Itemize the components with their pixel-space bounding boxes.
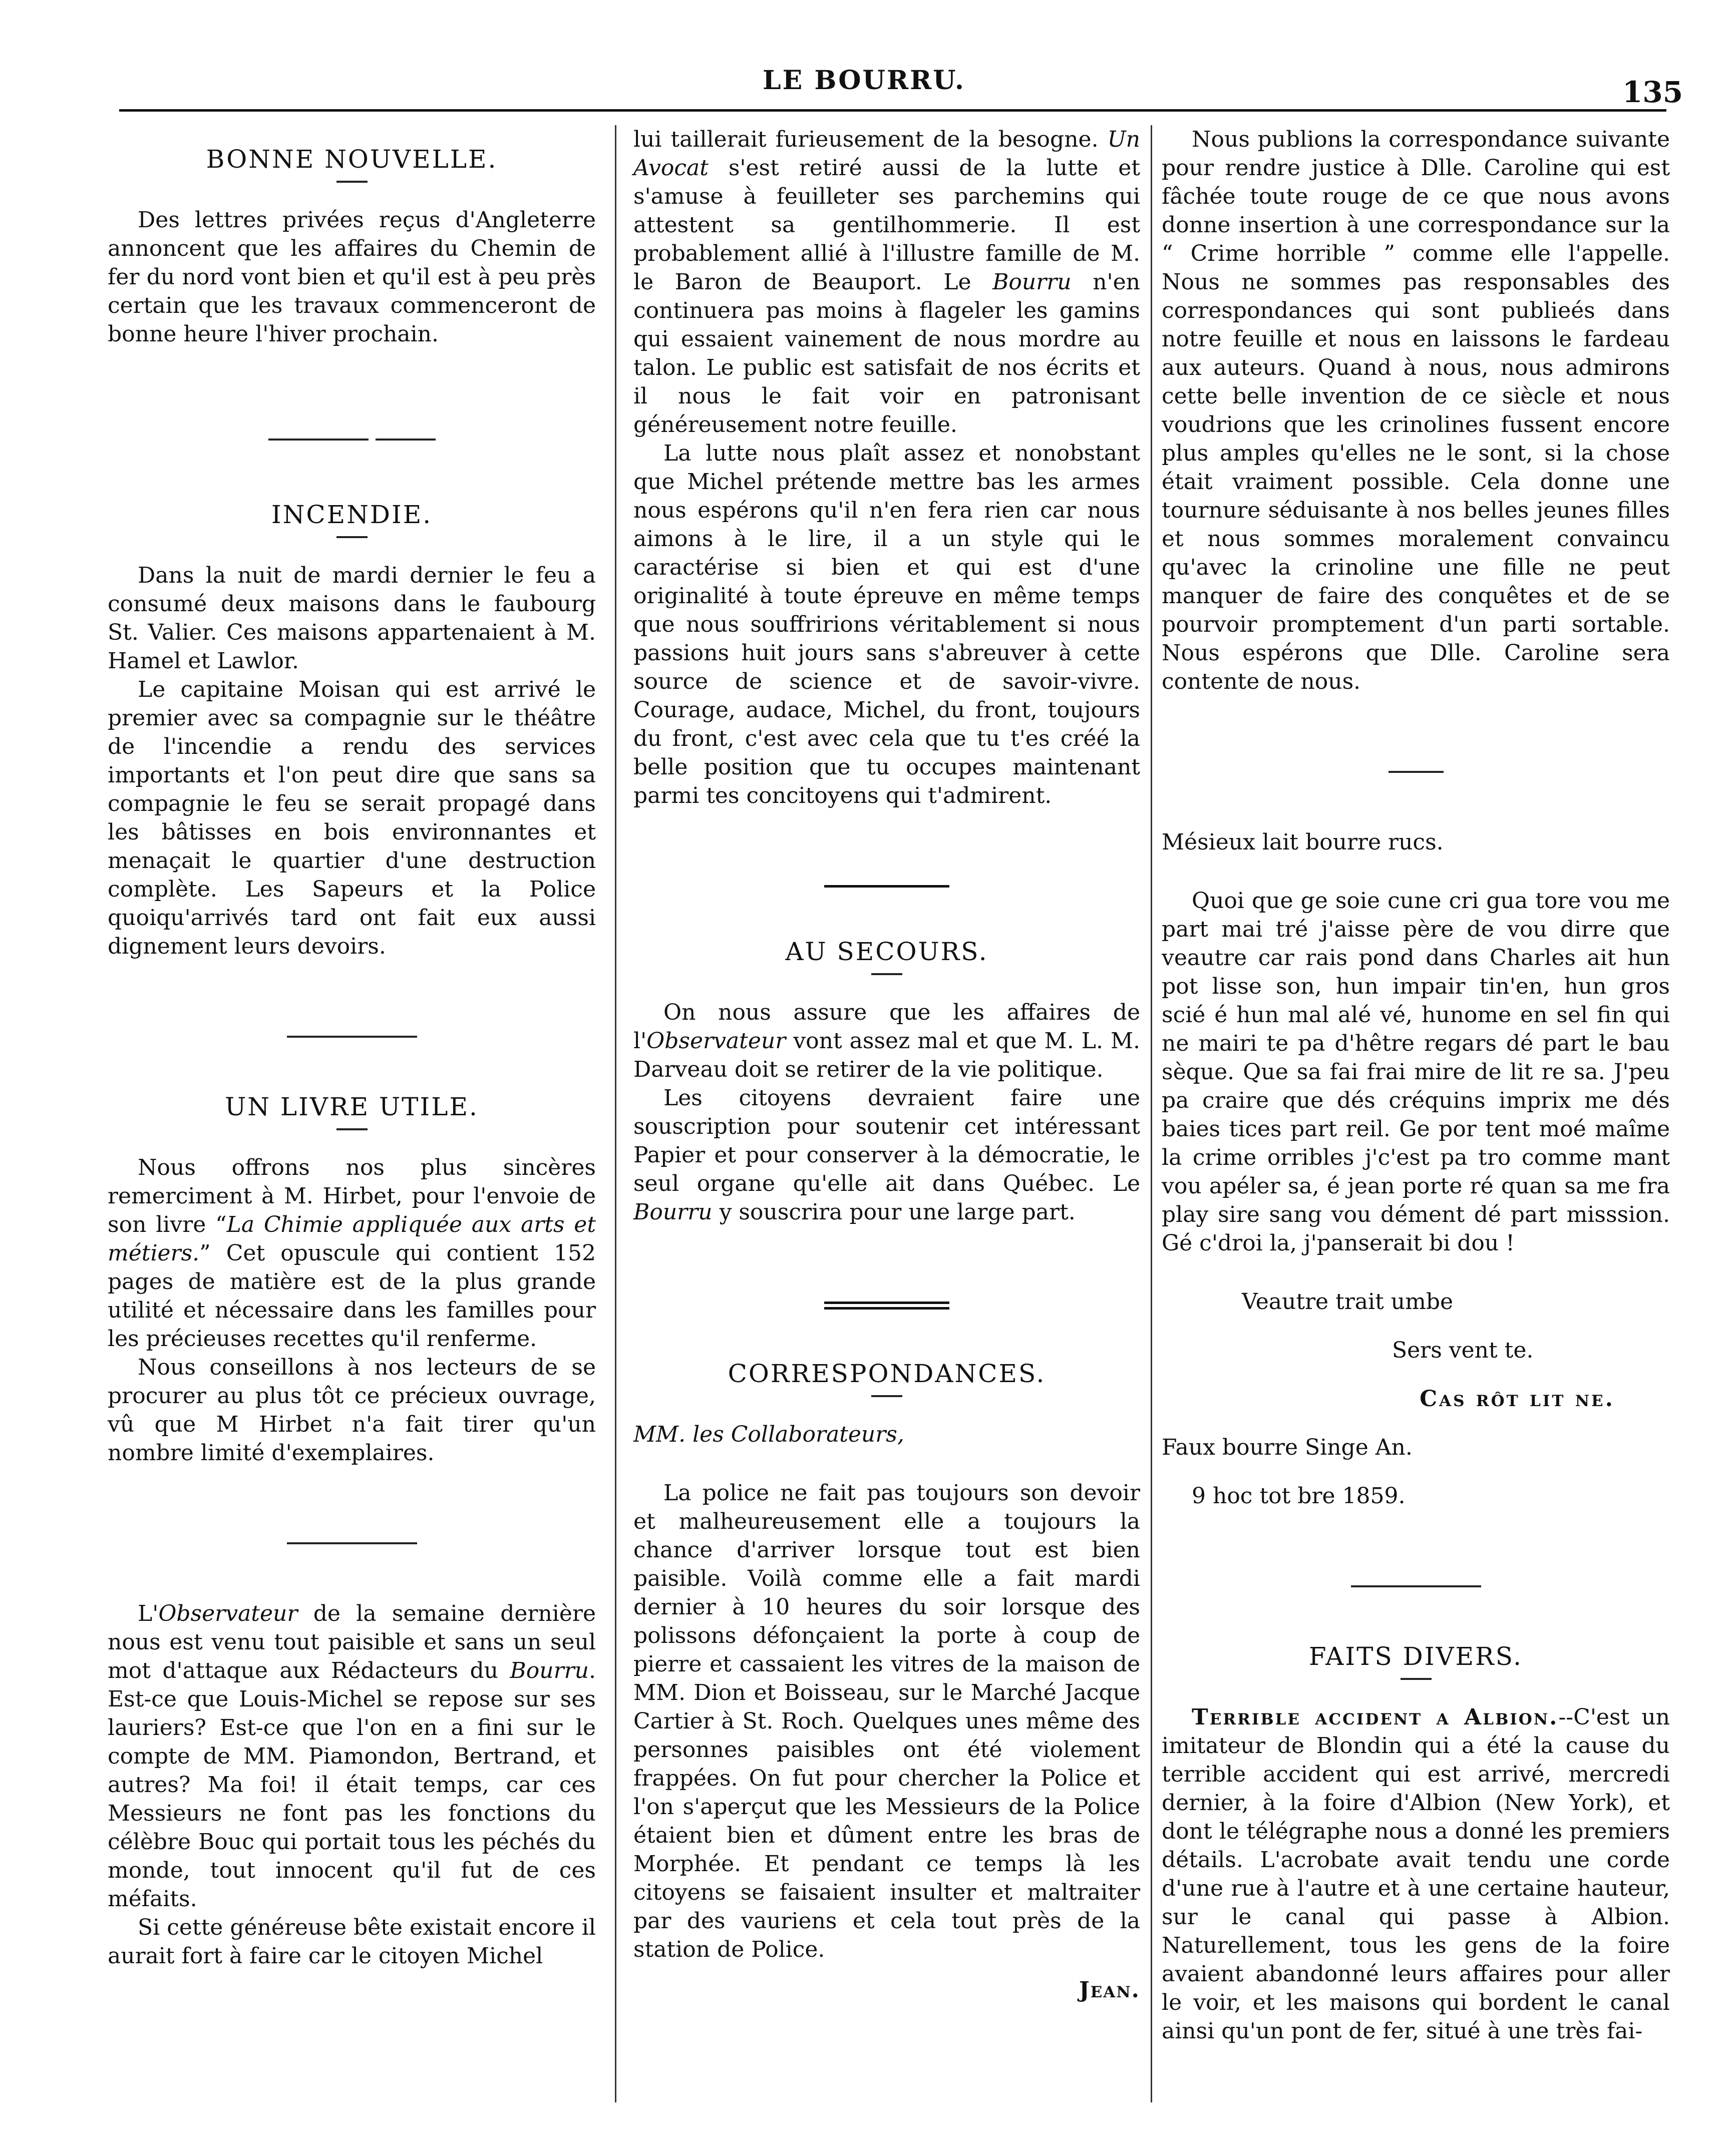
article-title-incendie: INCENDIE.: [271, 500, 433, 529]
title-dash: [336, 1128, 368, 1130]
article-paragraph: Nous conseillons à nos lecteurs de se procurer au plus tôt ce précieux ouvrage, vû que M Hirbet n'a fait tirer qu'un nombre limité d'exemplaires.: [108, 1355, 596, 1466]
article-paragraph: La lutte nous plaît assez et nonobstant que Michel prétende mettre bas les armes nous espérons qu'il n'en fera rien car nous aimons à le lire, il a un style qui le caractérise si bien et qui est d'une originalité à toute épreuve en même temps que nous souffririons véritablement si nous passions huit jours sans s'abreuver à cette source de science et de savoir-vivre. Courage, audace, Michel, du front, toujours du front, c'est avec cela que tu t'es créé la belle position que tu occupes maintenant parmi tes concitoyens qui t'admirent.: [633, 441, 1140, 808]
article-paragraph: On nous assure que les affaires de l'Observateur vont assez mal et que M. L. M. Darveau doit se retirer de la vie politique.: [633, 1000, 1140, 1082]
section-separator: [287, 1542, 417, 1544]
article-paragraph: Le capitaine Moisan qui est arrivé le premier avec sa compagnie sur le théâtre de l'incendie a rendu des services importants et l'on peut dire que sans sa compagnie le feu se serait propagé dans les bâtisses en bois environnantes et menaçait le quartier d'une destruction complète. Les Sapeurs et la Police quoiqu'arrivés tard ont fait eux aussi dignement leurs devoirs.: [108, 677, 596, 959]
article-paragraph: Si cette généreuse bête existait encore il aurait fort à faire car le citoyen Michel: [108, 1915, 596, 1969]
section-separator: [287, 1036, 417, 1038]
letter-salutation: MM. les Collaborateurs,: [633, 1422, 904, 1447]
section-separator: [1351, 1585, 1481, 1587]
letter-closing: Veautre trait umbe: [1242, 1289, 1454, 1315]
column-divider-1: [615, 125, 616, 2102]
column-3: [1162, 125, 1670, 2045]
letter-closing: Sers vent te.: [1392, 1338, 1534, 1363]
column-divider-2: [1151, 125, 1152, 2102]
article-paragraph: Terrible accident a Albion.--C'est un imitateur de Blondin qui a été la cause du terrible accident qui est arrivé, mercredi dernier, à la foire d'Albion (New York), et dont le télégraphe nous a donné les premiers détails. L'acrobate avait tendu une corde d'une rue à l'autre et à une certaine hauteur, sur le canal qui passe à Albion. Naturellement, tous les gens de la foire avaient abandonné leurs affaires pour aller le voir, et les maisons qui bordent le canal ainsi qu'un pont de fer, situé à une très fai-: [1162, 1704, 1670, 2044]
column-1: [108, 125, 596, 1970]
article-paragraph: Nous publions la correspondance suivante pour rendre justice à Dlle. Caroline qui est fâchée toute rouge de ce que nous avons donne insertion à une correspondance sur la “ Crime horrible ” comme elle l'appelle. Nous ne sommes pas responsables des correspondances qui sont publieés dans notre feuille et nous en laissons le fardeau aux auteurs. Quand à nous, nous admirons cette belle invention de ce siècle et nous voudrions que les crinolines fussent encore plus amples qu'elles ne le sont, si la chose était vraiment possible. Cela donne une tournure séduisante à nos belles jeunes filles et nous sommes moralement convaincu qu'avec la crinoline une fille ne peut manquer de faire des conquêtes et de se pourvoir promptement d'un parti sortable. Nous espérons que Dlle. Caroline sera contente de nous.: [1162, 127, 1670, 694]
article-paragraph: Nous offrons nos plus sincères remerciment à M. Hirbet, pour l'envoie de son livre “La Chimie appliquée aux arts et métiers.” Cet opuscule qui contient 152 pages de matière est de la plus grande utilité et nécessaire dans les familles pour les précieuses recettes qu'il renferme.: [108, 1155, 596, 1352]
article-paragraph: Quoi que ge soie cune cri gua tore vou me part mai tré j'aisse père de vou dirre que veautre car rais pond dans Charles ait hun pot lisse son, hun impair tin'en, hun gros scié é hun mal alé vé, hunome en sel fin qui ne mairi te pa d'hêtre regars dé part le bau sèque. Que sa fai frai mire de lit re sa. J'peu pa craire que dés créquins imprix me dés baies tices part reil. Ge por tent moé maîme la crime orribles j'c'est pa tro comme mant vou apéler sa, é jean porte ré quan sa me fra play sire sang vou dément dé part misssion. Gé c'droi la, j'panserait bi dou !: [1162, 888, 1670, 1256]
article-paragraph: Les citoyens devraient faire une souscription pour soutenir cet intéressant Papier et pour conserver à la démocratie, le seul organe qu'elle ait dans Québec. Le Bourru y souscrira pour une large part.: [633, 1085, 1140, 1225]
letter-date: 9 hoc tot bre 1859.: [1192, 1483, 1406, 1509]
article-paragraph: La police ne fait pas toujours son devoir et malheureusement elle a toujours la chance d'arriver lorsque tout est bien paisible. Voilà comme elle a fait mardi dernier à 10 heures du soir lorsque des polissons défonçaient la porte à coup de pierre et cassaient les vitres de la maison de MM. Dion et Boisseau, sur le Marché Jacque Cartier à St. Roch. Quelques unes même des personnes paisibles ont été violement frappées. On fut pour chercher la Police et l'on s'aperçut que les Messieurs de la Police étaient bien et dûment entre les bras de Morphée. Et pendant ce temps là les citoyens se faisaient insulter et maltraiter par des vauriens et cela tout près de la station de Police.: [633, 1480, 1140, 1962]
section-separator: [824, 1302, 949, 1310]
article-title-un-livre-utile: UN LIVRE UTILE.: [225, 1092, 479, 1121]
article-paragraph: lui taillerait furieusement de la besogne. Un Avocat s'est retiré aussi de la lutte et s'amuse à feuilleter ses parchemins qui attestent sa gentilhommerie. Il est probablement allié à l'illustre famille de M. le Baron de Beauport. Le Bourru n'en continuera pas moins à flageler les gamins qui essaient vainement de nous mordre au talon. Le public est satisfait de nos écrits et il nous le fait voir en patronisant généreusement notre feuille.: [633, 127, 1141, 438]
article-title-correspondances: CORRESPONDANCES.: [728, 1359, 1046, 1388]
letter-salutation: Mésieux lait bourre rucs.: [1162, 829, 1444, 855]
section-separator: [108, 439, 596, 441]
column-2: [633, 125, 1140, 2004]
article-paragraph: Dans la nuit de mardi dernier le feu a consumé deux maisons dans le faubourg St. Valier. Ces maisons appartenaient à M. Hamel et Lawlor.: [108, 563, 596, 674]
title-dash: [1401, 1678, 1432, 1680]
article-title-bonne-nouvelle: BONNE NOUVELLE.: [206, 145, 498, 174]
letter-signature: Jean.: [1079, 1977, 1140, 2003]
header-rule: [119, 109, 1666, 112]
page-number: 135: [1622, 75, 1683, 109]
title-dash: [336, 536, 368, 538]
letter-signature: Cas rôt lit ne.: [1420, 1386, 1615, 1412]
article-title-faits-divers: FAITS DIVERS.: [1308, 1642, 1523, 1671]
section-separator: [1389, 771, 1444, 773]
masthead-title: LE BOURRU.: [763, 65, 965, 96]
article-title-au-secours: AU SECOURS.: [785, 937, 988, 966]
article-paragraph: Des lettres privées reçus d'Angleterre annoncent que les affaires du Chemin de fer du nord vont bien et qu'il est à peu près certain que les travaux commenceront de bonne heure l'hiver prochain.: [108, 207, 596, 347]
title-dash: [871, 973, 902, 975]
section-separator: [824, 885, 949, 888]
letter-closing: Faux bourre Singe An.: [1162, 1435, 1413, 1460]
title-dash: [871, 1395, 902, 1397]
article-paragraph: L'Observateur de la semaine dernière nous est venu tout paisible et sans un seul mot d'attaque aux Rédacteurs du Bourru. Est-ce que Louis-Michel se repose sur ses lauriers? Est-ce que l'on en a fini sur le compte de MM. Piamondon, Bertrand, et autres? Ma foi! il était temps, car ces Messieurs ne font pas les fonctions du célèbre Bouc qui portait tous les péchés du monde, tout innocent qu'il fut de ces méfaits.: [108, 1601, 596, 1912]
title-dash: [336, 181, 368, 183]
